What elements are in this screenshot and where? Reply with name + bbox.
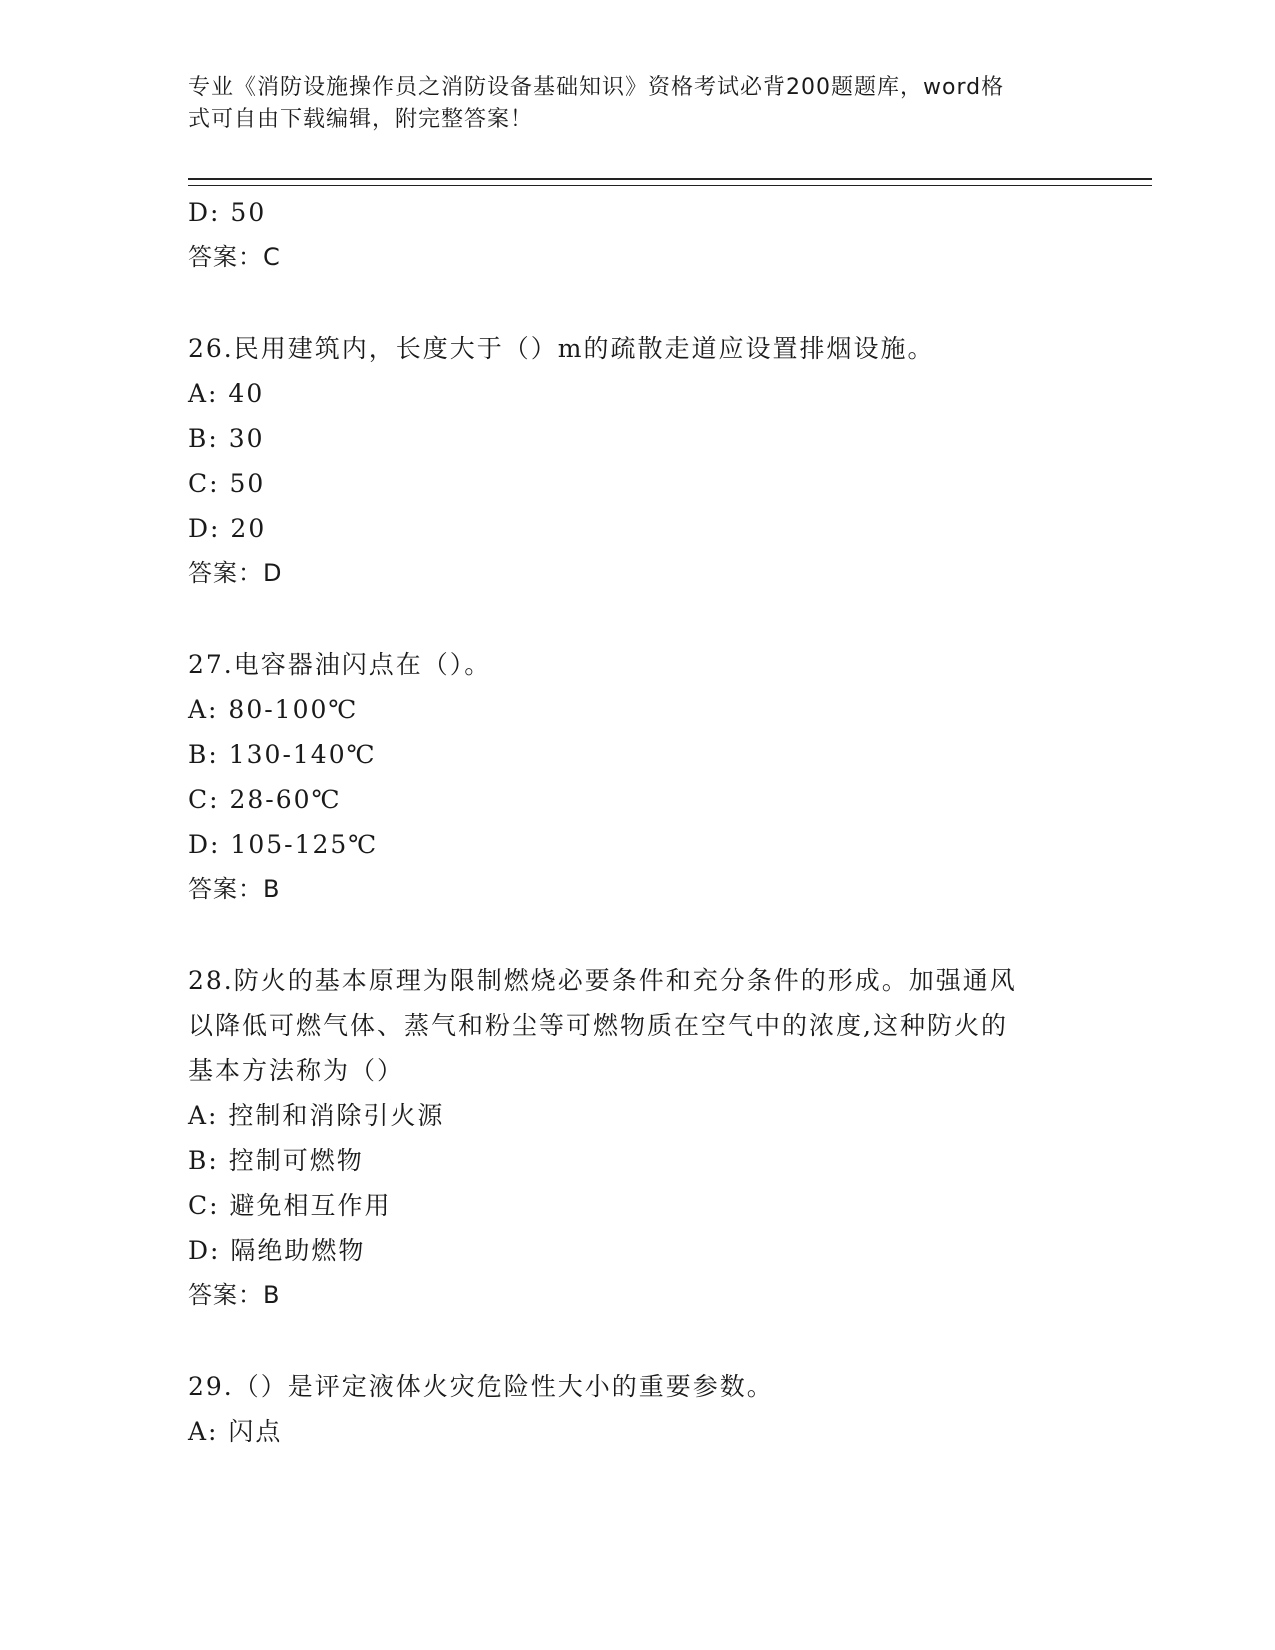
option-c: C: 50: [188, 469, 266, 498]
option-a: A: 控制和消除引火源: [188, 1101, 445, 1130]
option-a: A: 40: [188, 379, 265, 408]
answer-line: 答案：B: [188, 875, 281, 903]
header-line-2: 式可自由下载编辑，附完整答案！: [188, 107, 534, 132]
option-a: A: 80-100℃: [188, 695, 359, 724]
question-stem: 29.（）是评定液体火灾危险性大小的重要参数。: [188, 1372, 774, 1401]
page-header: [188, 72, 1068, 136]
answer-line: 答案：C: [188, 243, 281, 271]
question-list: [188, 190, 1088, 1454]
option-c: C: 避免相互作用: [188, 1191, 392, 1220]
spacer: [188, 280, 1088, 326]
option-b: B: 30: [188, 424, 265, 453]
spacer: [188, 912, 1088, 958]
spacer: [188, 596, 1088, 642]
header-divider: [188, 178, 1152, 186]
option-d: D: 20: [188, 514, 267, 543]
spacer: [188, 1318, 1088, 1364]
answer-line: 答案：B: [188, 1281, 281, 1309]
question-stem-line-1: 28.防火的基本原理为限制燃烧必要条件和充分条件的形成。加强通风: [188, 966, 1017, 995]
question-stem-line-2: 以降低可燃气体、蒸气和粉尘等可燃物质在空气中的浓度,这种防火的: [188, 1011, 1008, 1040]
question-stem: 27.电容器油闪点在（）。: [188, 650, 492, 679]
option-d: D: 105-125℃: [188, 830, 379, 859]
option-c: C: 28-60℃: [188, 785, 342, 814]
question-stem-line-3: 基本方法称为（）: [188, 1056, 405, 1085]
option-b: B: 130-140℃: [188, 740, 377, 769]
question-stem: 26.民用建筑内，长度大于（）m的疏散走道应设置排烟设施。: [188, 334, 935, 363]
header-line-1: 专业《消防设施操作员之消防设备基础知识》资格考试必背200题题库，word格: [188, 75, 1005, 100]
option-d: D: 隔绝助燃物: [188, 1236, 366, 1265]
option-a: A: 闪点: [188, 1417, 283, 1446]
option-b: B: 控制可燃物: [188, 1146, 364, 1175]
answer-line: 答案：D: [188, 559, 283, 587]
option-d: D: 50: [188, 198, 267, 227]
